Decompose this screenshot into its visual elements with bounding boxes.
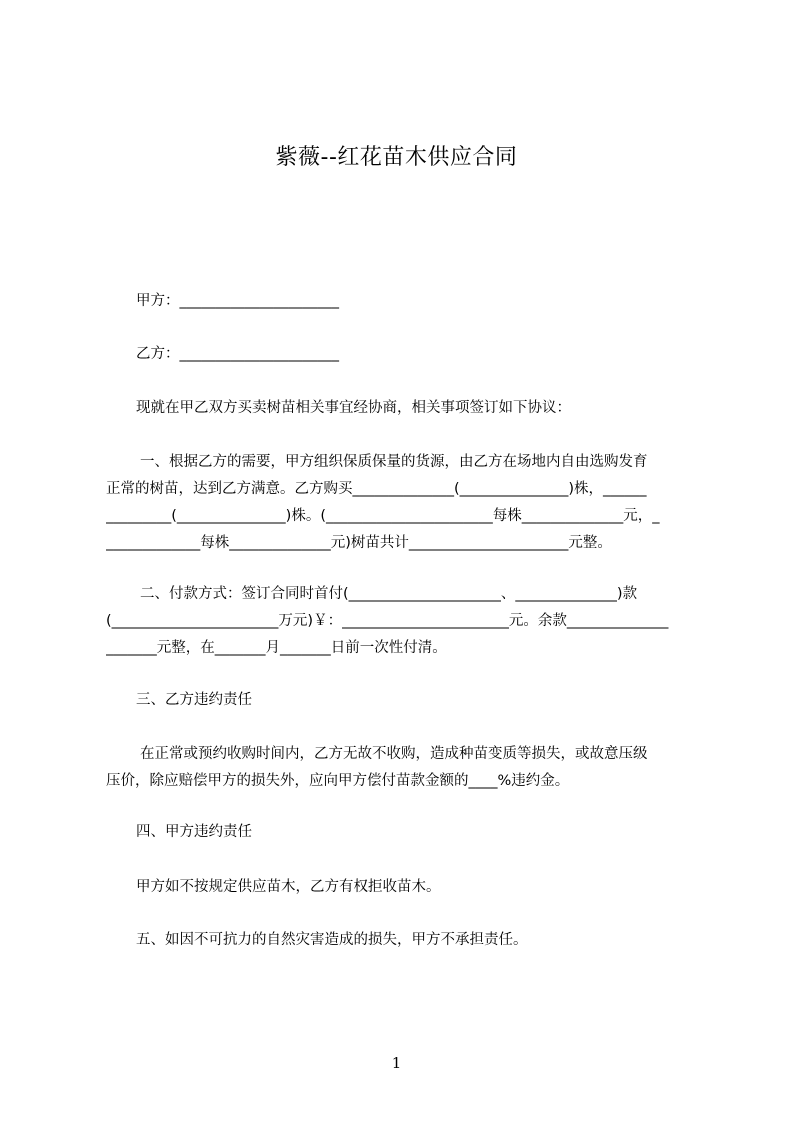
clause1-line: 正常的树苗，达到乙方满意。乙方购买______________(_______________)株，______	[106, 481, 647, 497]
clause1-line: 一、根据乙方的需要，甲方组织保质保量的货源，由乙方在场地内自由选购发育	[140, 454, 648, 470]
clause1-line: _____________每株______________元)树苗共计______________________元整。	[106, 535, 612, 551]
clause4-heading: 四、甲方违约责任	[136, 824, 252, 840]
clause2-line: (_______________________万元)￥：_______________________元。余款______________	[106, 613, 669, 629]
clause2-line: _______元整，在_______月_______日前一次性付清。	[106, 640, 447, 656]
clause1-line: _________(_______________)株。(_______________________每株______________元，_	[106, 508, 660, 524]
clause5-text: 五、如因不可抗力的自然灾害造成的损失，甲方不承担责任。	[136, 932, 528, 948]
clause4-text: 甲方如不按规定供应苗木，乙方有权拒收苗木。	[136, 879, 441, 895]
page-number: 1	[391, 1054, 402, 1072]
clause3-line: 压价，除应赔偿甲方的损失外，应向甲方偿付苗款金额的____%违约金。	[106, 773, 570, 789]
clause3-line: 在正常或预约收购时间内，乙方无故不收购，造成种苗变质等损失，或故意压级	[140, 746, 648, 762]
clause2-line: 二、付款方式：签订合同时首付(_____________________、______________)款	[140, 586, 638, 602]
party-b-line: 乙方：______________________	[136, 346, 339, 362]
contract-title: 紫薇--红花苗木供应合同	[275, 145, 518, 170]
clause3-heading: 三、乙方违约责任	[136, 692, 252, 708]
intro-paragraph: 现就在甲乙双方买卖树苗相关事宜经协商，相关事项签订如下协议：	[136, 400, 571, 416]
party-a-line: 甲方：______________________	[136, 293, 339, 309]
